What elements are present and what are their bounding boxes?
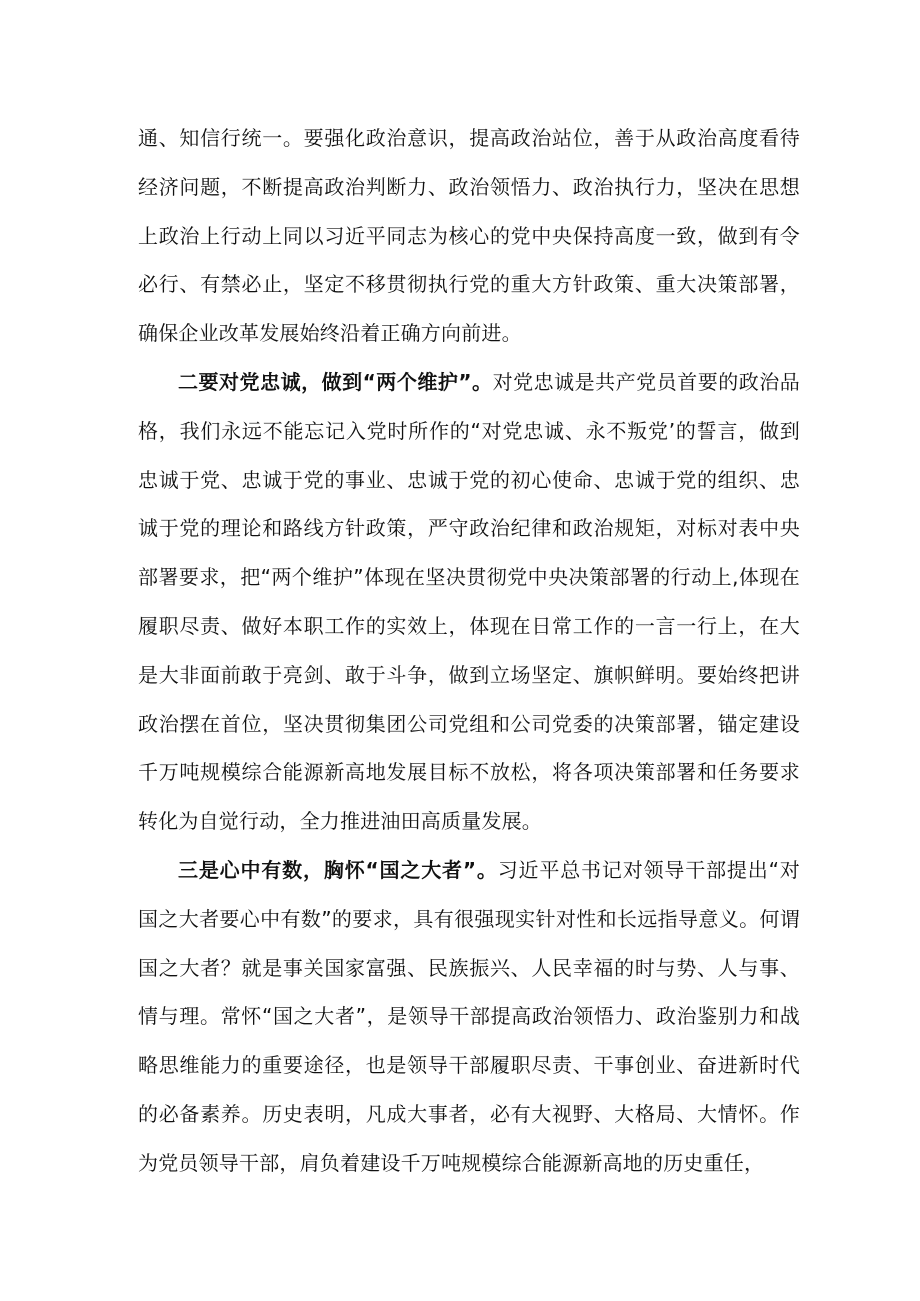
paragraph-1 <box>138 114 800 358</box>
paragraph-3-lead: 三是心中有数，胸怀“国之大者”。 <box>178 857 498 882</box>
paragraph-3-text: 习近平总书记对领导干部提出“对国之大者要心中有数”的要求，具有很强现实针对性和长远指导意义。何谓国之大者？就是事关国家富强、民族振兴、人民幸福的时与势、人与事、情与理。常怀“国之大者”，是领导干部提高政治领悟力、政治鉴别力和战略思维能力的重要途径，也是领导干部履职尽责、干事创业、奋进新时代的必备素养。历史表明，凡成大事者，必有大视野、大格局、大情怀。作为党员领导干部，肩负着建设千万吨规模综合能源新高地的历史重任， <box>138 857 800 1175</box>
paragraph-1-text: 通、知信行统一。要强化政治意识，提高政治站位，善于从政治高度看待经济问题，不断提高政治判断力、政治领悟力、政治执行力，坚决在思想上政治上行动上同以习近平同志为核心的党中央保持高度一致，做到有令必行、有禁必止，坚定不移贯彻执行党的重大方针政策、重大决策部署，确保企业改革发展始终沿着正确方向前进。 <box>138 126 800 346</box>
document-body <box>138 114 800 1188</box>
paragraph-2-text: 对党忠诚是共产党员首要的政治品格，我们永远不能忘记入党时所作的“对党忠诚、永不叛党’的誓言，做到忠诚于党、忠诚于党的事业、忠诚于党的初心使命、忠诚于党的组织、忠诚于党的理论和路线方针政策，严守政治纪律和政治规矩，对标对表中央部署要求，把“两个维护”体现在坚决贯彻党中央决策部署的行动上,体现在履职尽责、做好本职工作的实效上，体现在日常工作的一言一行上，在大是大非面前敢于亮剑、敢于斗争，做到立场坚定、旗帜鲜明。要始终把讲政治摆在首位，坚决贯彻集团公司党组和公司党委的决策部署，锚定建设千万吨规模综合能源新高地发展目标不放松，将各项决策部署和任务要求转化为自觉行动，全力推进油田高质量发展。 <box>138 369 800 834</box>
paragraph-2-lead: 二要对党忠诚，做到“两个维护”。 <box>178 369 493 394</box>
paragraph-2 <box>138 358 800 846</box>
paragraph-3 <box>138 846 800 1188</box>
